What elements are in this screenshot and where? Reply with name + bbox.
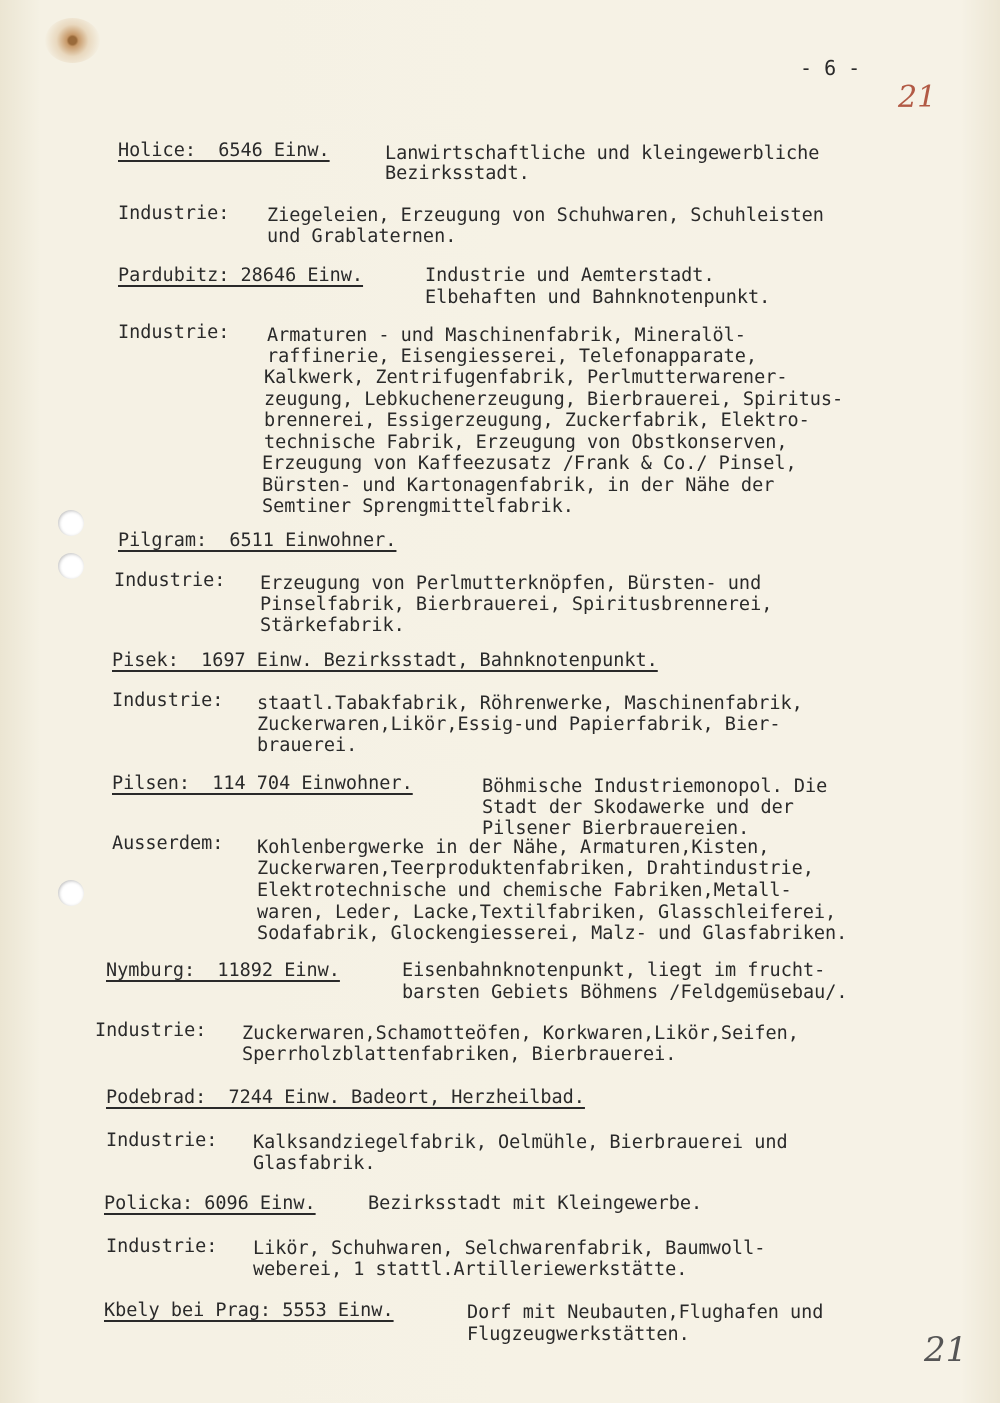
entry-heading: Pisek: 1697 Einw. Bezirksstadt, Bahnknotenpunkt. (112, 650, 658, 671)
industry-text: und Grablaternen. (267, 226, 457, 247)
entry-heading: Holice: 6546 Einw. (118, 140, 330, 161)
industry-text: Bürsten- und Kartonagenfabrik, in der Nähe der (262, 475, 775, 496)
entry-heading: Nymburg: 11892 Einw. (106, 960, 340, 981)
industry-text: Pinselfabrik, Bierbrauerei, Spiritusbrennerei, (260, 594, 773, 615)
industry-label: Industrie: (112, 690, 224, 711)
industry-text: Sperrholzblattenfabriken, Bierbrauerei. (242, 1044, 677, 1065)
industry-text: Glasfabrik. (253, 1153, 376, 1174)
industry-text: Ziegeleien, Erzeugung von Schuhwaren, Schuhleisten (267, 205, 824, 226)
entry-description: Bezirksstadt. (385, 163, 530, 184)
punch-hole (58, 880, 84, 906)
industry-text: Stärkefabrik. (260, 615, 405, 636)
industry-label: Industrie: (118, 322, 230, 343)
industry-text: brennerei, Essigerzeugung, Zuckerfabrik, Elektro- (264, 410, 810, 431)
industry-text: Kalksandziegelfabrik, Oelmühle, Bierbrauerei und (253, 1132, 788, 1153)
industry-text: Semtiner Sprengmittelfabrik. (262, 496, 574, 517)
industry-label: Industrie: (114, 570, 226, 591)
punch-hole (58, 553, 84, 579)
entry-description: Eisenbahnknotenpunkt, liegt im frucht- (402, 960, 826, 981)
entry-description: Flugzeugwerkstätten. (467, 1324, 690, 1345)
entry-heading: Pilsen: 114 704 Einwohner. (112, 773, 413, 794)
industry-label: Ausserdem: (112, 833, 224, 854)
industry-text: waren, Leder, Lacke,Textilfabriken, Glasschleiferei, (257, 902, 837, 923)
industry-text: brauerei. (257, 735, 358, 756)
industry-text: staatl.Tabakfabrik, Röhrenwerke, Maschinenfabrik, (257, 693, 803, 714)
entry-description: Dorf mit Neubauten,Flughafen und (467, 1302, 824, 1323)
industry-text: raffinerie, Eisengiesserei, Telefonapparate, (267, 346, 758, 367)
industry-label: Industrie: (118, 203, 230, 224)
industry-text: zeugung, Lebkuchenerzeugung, Bierbrauerei, Spiritus- (264, 389, 844, 410)
entry-description: Bezirksstadt mit Kleingewerbe. (368, 1193, 703, 1214)
entry-heading: Pardubitz: 28646 Einw. (118, 265, 364, 286)
industry-label: Industrie: (106, 1130, 218, 1151)
entry-heading: Podebrad: 7244 Einw. Badeort, Herzheilbad. (106, 1087, 585, 1108)
industry-text: Armaturen - und Maschinenfabrik, Mineralöl- (267, 325, 746, 346)
industry-text: weberei, 1 stattl.Artilleriewerkstätte. (253, 1259, 688, 1280)
industry-text: technische Fabrik, Erzeugung von Obstkonserven, (264, 432, 788, 453)
page-number: - 6 - (800, 56, 861, 80)
entry-description: Pilsener Bierbrauereien. (482, 818, 750, 839)
industry-text: Erzeugung von Perlmutterknöpfen, Bürsten- und (260, 573, 762, 594)
industry-text: Likör, Schuhwaren, Selchwarenfabrik, Baumwoll- (253, 1238, 766, 1259)
coffee-stain (45, 18, 100, 63)
entry-description: Lanwirtschaftliche und kleingewerbliche (385, 143, 820, 164)
entry-description: Elbehaften und Bahnknotenpunkt. (425, 287, 771, 308)
entry-description: barsten Gebiets Böhmens /Feldgemüsebau/. (402, 982, 848, 1003)
industry-text: Erzeugung von Kaffeezusatz /Frank & Co./ Pinsel, (262, 453, 797, 474)
industry-text: Kalkwerk, Zentrifugenfabrik, Perlmutterwarener- (264, 367, 788, 388)
entry-description: Böhmische Industriemonopol. Die (482, 776, 828, 797)
entry-description: Stadt der Skodawerke und der (482, 797, 794, 818)
industry-label: Industrie: (95, 1020, 207, 1041)
handwritten-annotation-top: 21 (898, 80, 937, 115)
industry-text: Zuckerwaren,Teerproduktenfabriken, Drahtindustrie, (257, 858, 814, 879)
punch-hole (58, 510, 84, 536)
entry-heading: Policka: 6096 Einw. (104, 1193, 316, 1214)
industry-text: Elektrotechnische und chemische Fabriken,Metall- (257, 880, 792, 901)
industry-text: Zuckerwaren,Schamotteöfen, Korkwaren,Likör,Seifen, (242, 1023, 799, 1044)
entry-heading: Kbely bei Prag: 5553 Einw. (104, 1300, 394, 1321)
industry-text: Zuckerwaren,Likör,Essig-und Papierfabrik, Bier- (257, 714, 781, 735)
industry-label: Industrie: (106, 1236, 218, 1257)
industry-text: Kohlenbergwerke in der Nähe, Armaturen,Kisten, (257, 837, 770, 858)
industry-text: Sodafabrik, Glockengiesserei, Malz- und Glasfabriken. (257, 923, 848, 944)
entry-heading: Pilgram: 6511 Einwohner. (118, 530, 397, 551)
handwritten-annotation-bottom: 21 (924, 1330, 968, 1370)
entry-description: Industrie und Aemterstadt. (425, 265, 715, 286)
